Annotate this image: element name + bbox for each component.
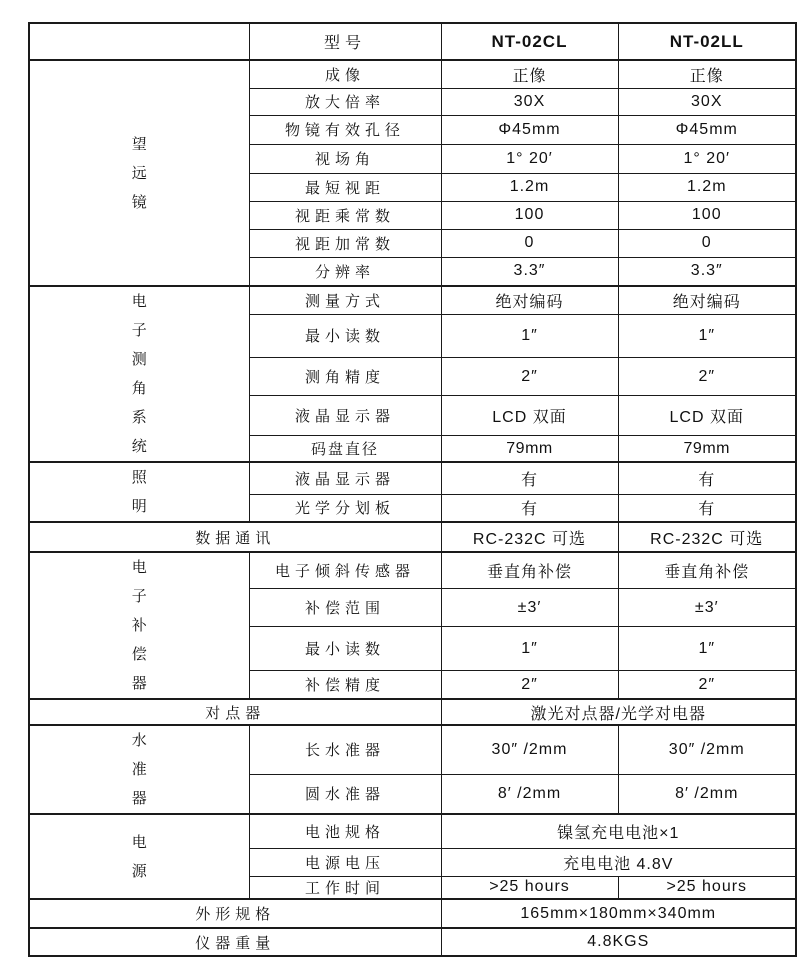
spec-name-cell: 放大倍率 <box>249 88 441 115</box>
spec-value-cell: 有 <box>618 494 796 522</box>
spec-name-cell: 视距加常数 <box>249 229 441 257</box>
spec-value-cell: 1.2m <box>441 173 618 201</box>
spec-name-cell: 仪器重量 <box>29 928 441 956</box>
spec-value-cell: 79mm <box>441 436 618 462</box>
spec-value-cell: 有 <box>441 494 618 522</box>
section-group-label: 望 远 镜 <box>29 60 249 286</box>
spec-value-cell: 1° 20′ <box>441 144 618 173</box>
spec-table <box>28 22 797 957</box>
spec-value-cell: 1″ <box>618 627 796 671</box>
spec-value-cell: 30″ /2mm <box>618 725 796 774</box>
spec-value-cell: 100 <box>618 201 796 229</box>
spec-name-cell: 视场角 <box>249 144 441 173</box>
spec-name-cell: 电池规格 <box>249 814 441 848</box>
spec-value-cell: 0 <box>618 229 796 257</box>
spec-name-cell: 码盘直径 <box>249 436 441 462</box>
spec-name-cell: 成像 <box>249 60 441 88</box>
spec-value-cell: 3.3″ <box>441 257 618 286</box>
spec-value-cell: RC-232C 可选 <box>441 522 618 552</box>
spec-value-cell: Φ45mm <box>441 115 618 144</box>
spec-value-cell: 激光对点器/光学对电器 <box>441 699 796 725</box>
spec-name-cell: 外形规格 <box>29 899 441 928</box>
spec-value-cell: 1″ <box>618 314 796 357</box>
spec-value-cell: >25 hours <box>441 876 618 899</box>
spec-value-cell: 绝对编码 <box>618 286 796 314</box>
spec-value-cell: 有 <box>618 462 796 494</box>
spec-name-cell: 液晶显示器 <box>249 396 441 436</box>
spec-value-cell: 165mm×180mm×340mm <box>441 899 796 928</box>
spec-name-cell: 工作时间 <box>249 876 441 899</box>
spec-name-cell: 补偿范围 <box>249 589 441 627</box>
spec-value-cell: 0 <box>441 229 618 257</box>
spec-value-cell: LCD 双面 <box>618 396 796 436</box>
spec-name-cell: 分辨率 <box>249 257 441 286</box>
spec-value-cell: 30X <box>441 88 618 115</box>
spec-value-cell: 1″ <box>441 314 618 357</box>
spec-name-cell: 最小读数 <box>249 627 441 671</box>
spec-name-cell: 液晶显示器 <box>249 462 441 494</box>
spec-value-cell: 2″ <box>441 671 618 699</box>
spec-value-cell: 8′ /2mm <box>618 774 796 814</box>
spec-value-cell: 充电电池 4.8V <box>441 848 796 876</box>
spec-value-cell: 1.2m <box>618 173 796 201</box>
spec-value-cell: 正像 <box>441 60 618 88</box>
spec-name-cell: 最短视距 <box>249 173 441 201</box>
spec-name-cell: 测角精度 <box>249 357 441 396</box>
spec-name-cell: 电源电压 <box>249 848 441 876</box>
spec-name-cell: 长水准器 <box>249 725 441 774</box>
spec-value-cell: 100 <box>441 201 618 229</box>
spec-name-cell: 测量方式 <box>249 286 441 314</box>
spec-value-cell: Φ45mm <box>618 115 796 144</box>
spec-name-cell: 电子倾斜传感器 <box>249 552 441 589</box>
spec-table-body <box>29 23 796 956</box>
spec-value-cell: 30″ /2mm <box>441 725 618 774</box>
spec-name-cell: 补偿精度 <box>249 671 441 699</box>
model-name: NT-02CL <box>441 23 618 60</box>
spec-value-cell: ±3′ <box>441 589 618 627</box>
spec-value-cell: RC-232C 可选 <box>618 522 796 552</box>
spec-value-cell: 79mm <box>618 436 796 462</box>
spec-name-cell: 对点器 <box>29 699 441 725</box>
spec-value-cell: 1° 20′ <box>618 144 796 173</box>
model-header-label: 型号 <box>249 23 441 60</box>
spec-name-cell: 数据通讯 <box>29 522 441 552</box>
spec-value-cell: 绝对编码 <box>441 286 618 314</box>
section-group-label: 照 明 <box>29 462 249 522</box>
spec-value-cell: 垂直角补偿 <box>441 552 618 589</box>
spec-value-cell: 4.8KGS <box>441 928 796 956</box>
spec-name-cell: 视距乘常数 <box>249 201 441 229</box>
spec-name-cell: 最小读数 <box>249 314 441 357</box>
section-group-label: 电 子 测 角 系 统 <box>29 286 249 462</box>
section-group-label: 电 源 <box>29 814 249 899</box>
spec-value-cell: LCD 双面 <box>441 396 618 436</box>
section-group-label: 电 子 补 偿 器 <box>29 552 249 699</box>
section-group-label: 水 准 器 <box>29 725 249 814</box>
spec-value-cell: 镍氢充电电池×1 <box>441 814 796 848</box>
spec-value-cell: 2″ <box>618 357 796 396</box>
spec-name-cell: 圆水准器 <box>249 774 441 814</box>
spec-value-cell: ±3′ <box>618 589 796 627</box>
spec-name-cell: 物镜有效孔径 <box>249 115 441 144</box>
spec-value-cell: 8′ /2mm <box>441 774 618 814</box>
spec-value-cell: 3.3″ <box>618 257 796 286</box>
model-name: NT-02LL <box>618 23 796 60</box>
spec-value-cell: 正像 <box>618 60 796 88</box>
spec-name-cell: 光学分划板 <box>249 494 441 522</box>
spec-value-cell: 30X <box>618 88 796 115</box>
spec-value-cell: >25 hours <box>618 876 796 899</box>
corner-cell <box>29 23 249 60</box>
spec-value-cell: 垂直角补偿 <box>618 552 796 589</box>
spec-value-cell: 2″ <box>441 357 618 396</box>
spec-value-cell: 有 <box>441 462 618 494</box>
spec-value-cell: 1″ <box>441 627 618 671</box>
spec-value-cell: 2″ <box>618 671 796 699</box>
